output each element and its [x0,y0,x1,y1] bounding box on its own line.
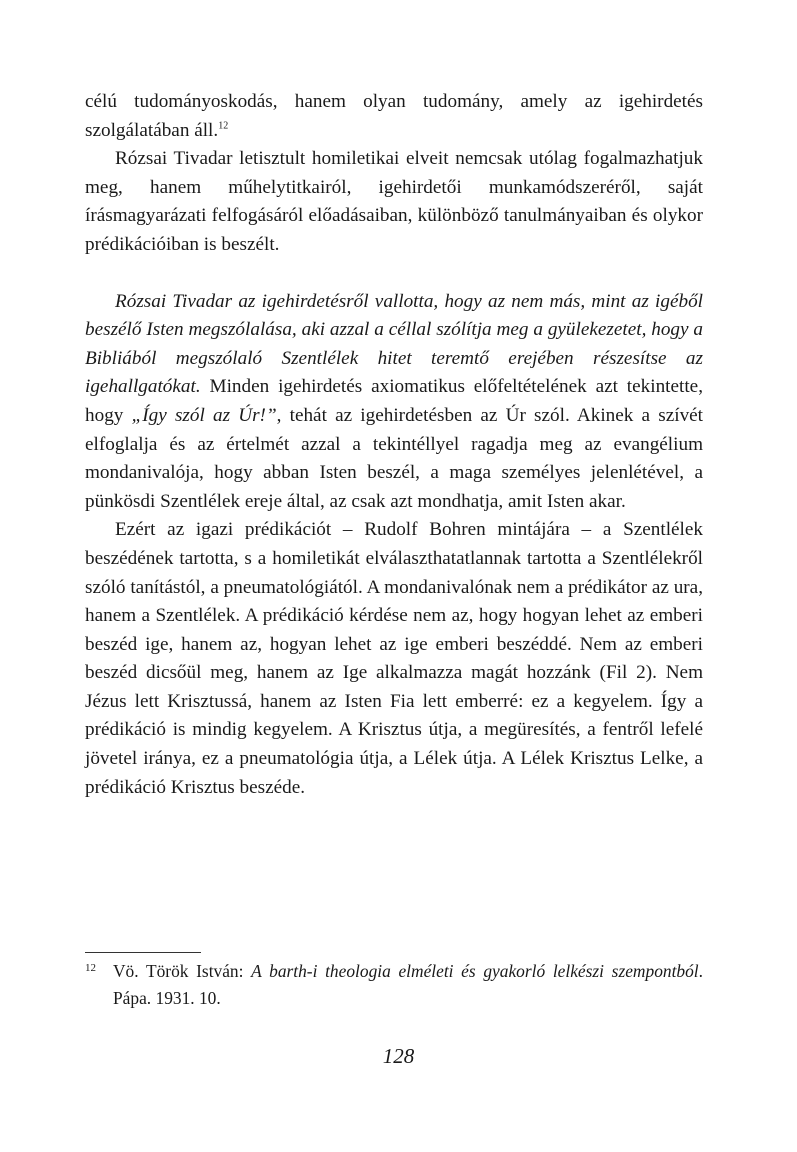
footnote-number: 12 [85,962,96,974]
page-number: 128 [382,1044,415,1068]
footnote-lead: Vö. Török István: [113,961,252,981]
paragraph-4: Ezért az igazi prédikációt – Rudolf Bohren mintájára – a Szentlélek beszédének tartotta, s a homiletikát elválaszthatatlannak tartotta a Szentlélekről szóló tanítástól, a pneumatológiától. A mondanivalónak nem a prédikátor az ura, hanem a Szentlélek. A prédikáció kérdése nem az, hogy hogyan lehet az emberi beszéd ige, hanem az, hogyan lehet az ige emberi beszéddé. Nem az emberi beszéd dicsőül meg, hanem az Ige alkalmazza magát hozzánk (Fil 2). Nem Jézus lett Krisztussá, hanem az Isten Fia lett emberré: ez a kegyelem. Így a prédikáció is mindig kegyelem. A Krisztus útja, a megüresítés, a fentről lefelé jövetel iránya, ez a pneumatológia útja, a Lélek útja. A Lélek Krisztus Lelke, a prédikáció Krisztus beszéde. [85,519,703,798]
main-text [85,88,703,802]
footnote [85,958,703,1012]
paragraph-3-text-a: Minden igehirdetés axiomatikus előfeltételének azt tekintette, hogy [85,376,703,426]
footnote-title: A barth-i theologia elméleti és gyakorló lelkészi szempontból [251,961,699,981]
paragraph-3 [85,288,703,517]
italic-thesis: Rózsai Tivadar az igehirdetésről vallotta, hogy az nem más, mint az igéből beszélő Isten megszólalása, aki azzal a céllal szólítja meg a gyülekezetet, hogy a Bibliából megszólaló Szentlélek hitet teremtő erejében részesítse az igehallgatókat. [85,290,703,398]
paragraph-1-text: célú tudományoskodás, hanem olyan tudomány, amely az igehirdetés szolgálatában áll. [85,91,703,141]
paragraph-2: Rózsai Tivadar letisztult homiletikai elveit nemcsak utólag fogalmazhatjuk meg, hanem műhelytitkairól, igehirdetői munkamódszeréről, saját írásmagyarázati felfogásáról előadásaiban, különböző tanulmányaiban és olykor prédikációiban is beszélt. [85,148,703,255]
italic-quote: „Így szól az Úr!” [131,404,277,426]
paragraph-3-text-b: , tehát az igehirdetésben az Úr szól. Akinek a szívét elfoglalja és az értelmét azzal a tekintéllyel ragadja meg az evangélium mondanivalója, hogy abban Isten beszél, a maga személyes jelenlétével, a pünkösdi Szentlélek ereje által, az csak azt mondhatja, amit Isten akar. [85,404,704,512]
footnote-reference: 12 [218,120,229,132]
paragraph-1 [85,88,703,145]
footnote-tail: . Pápa. 1931. 10. [113,961,703,1008]
footnote-divider [85,952,201,953]
